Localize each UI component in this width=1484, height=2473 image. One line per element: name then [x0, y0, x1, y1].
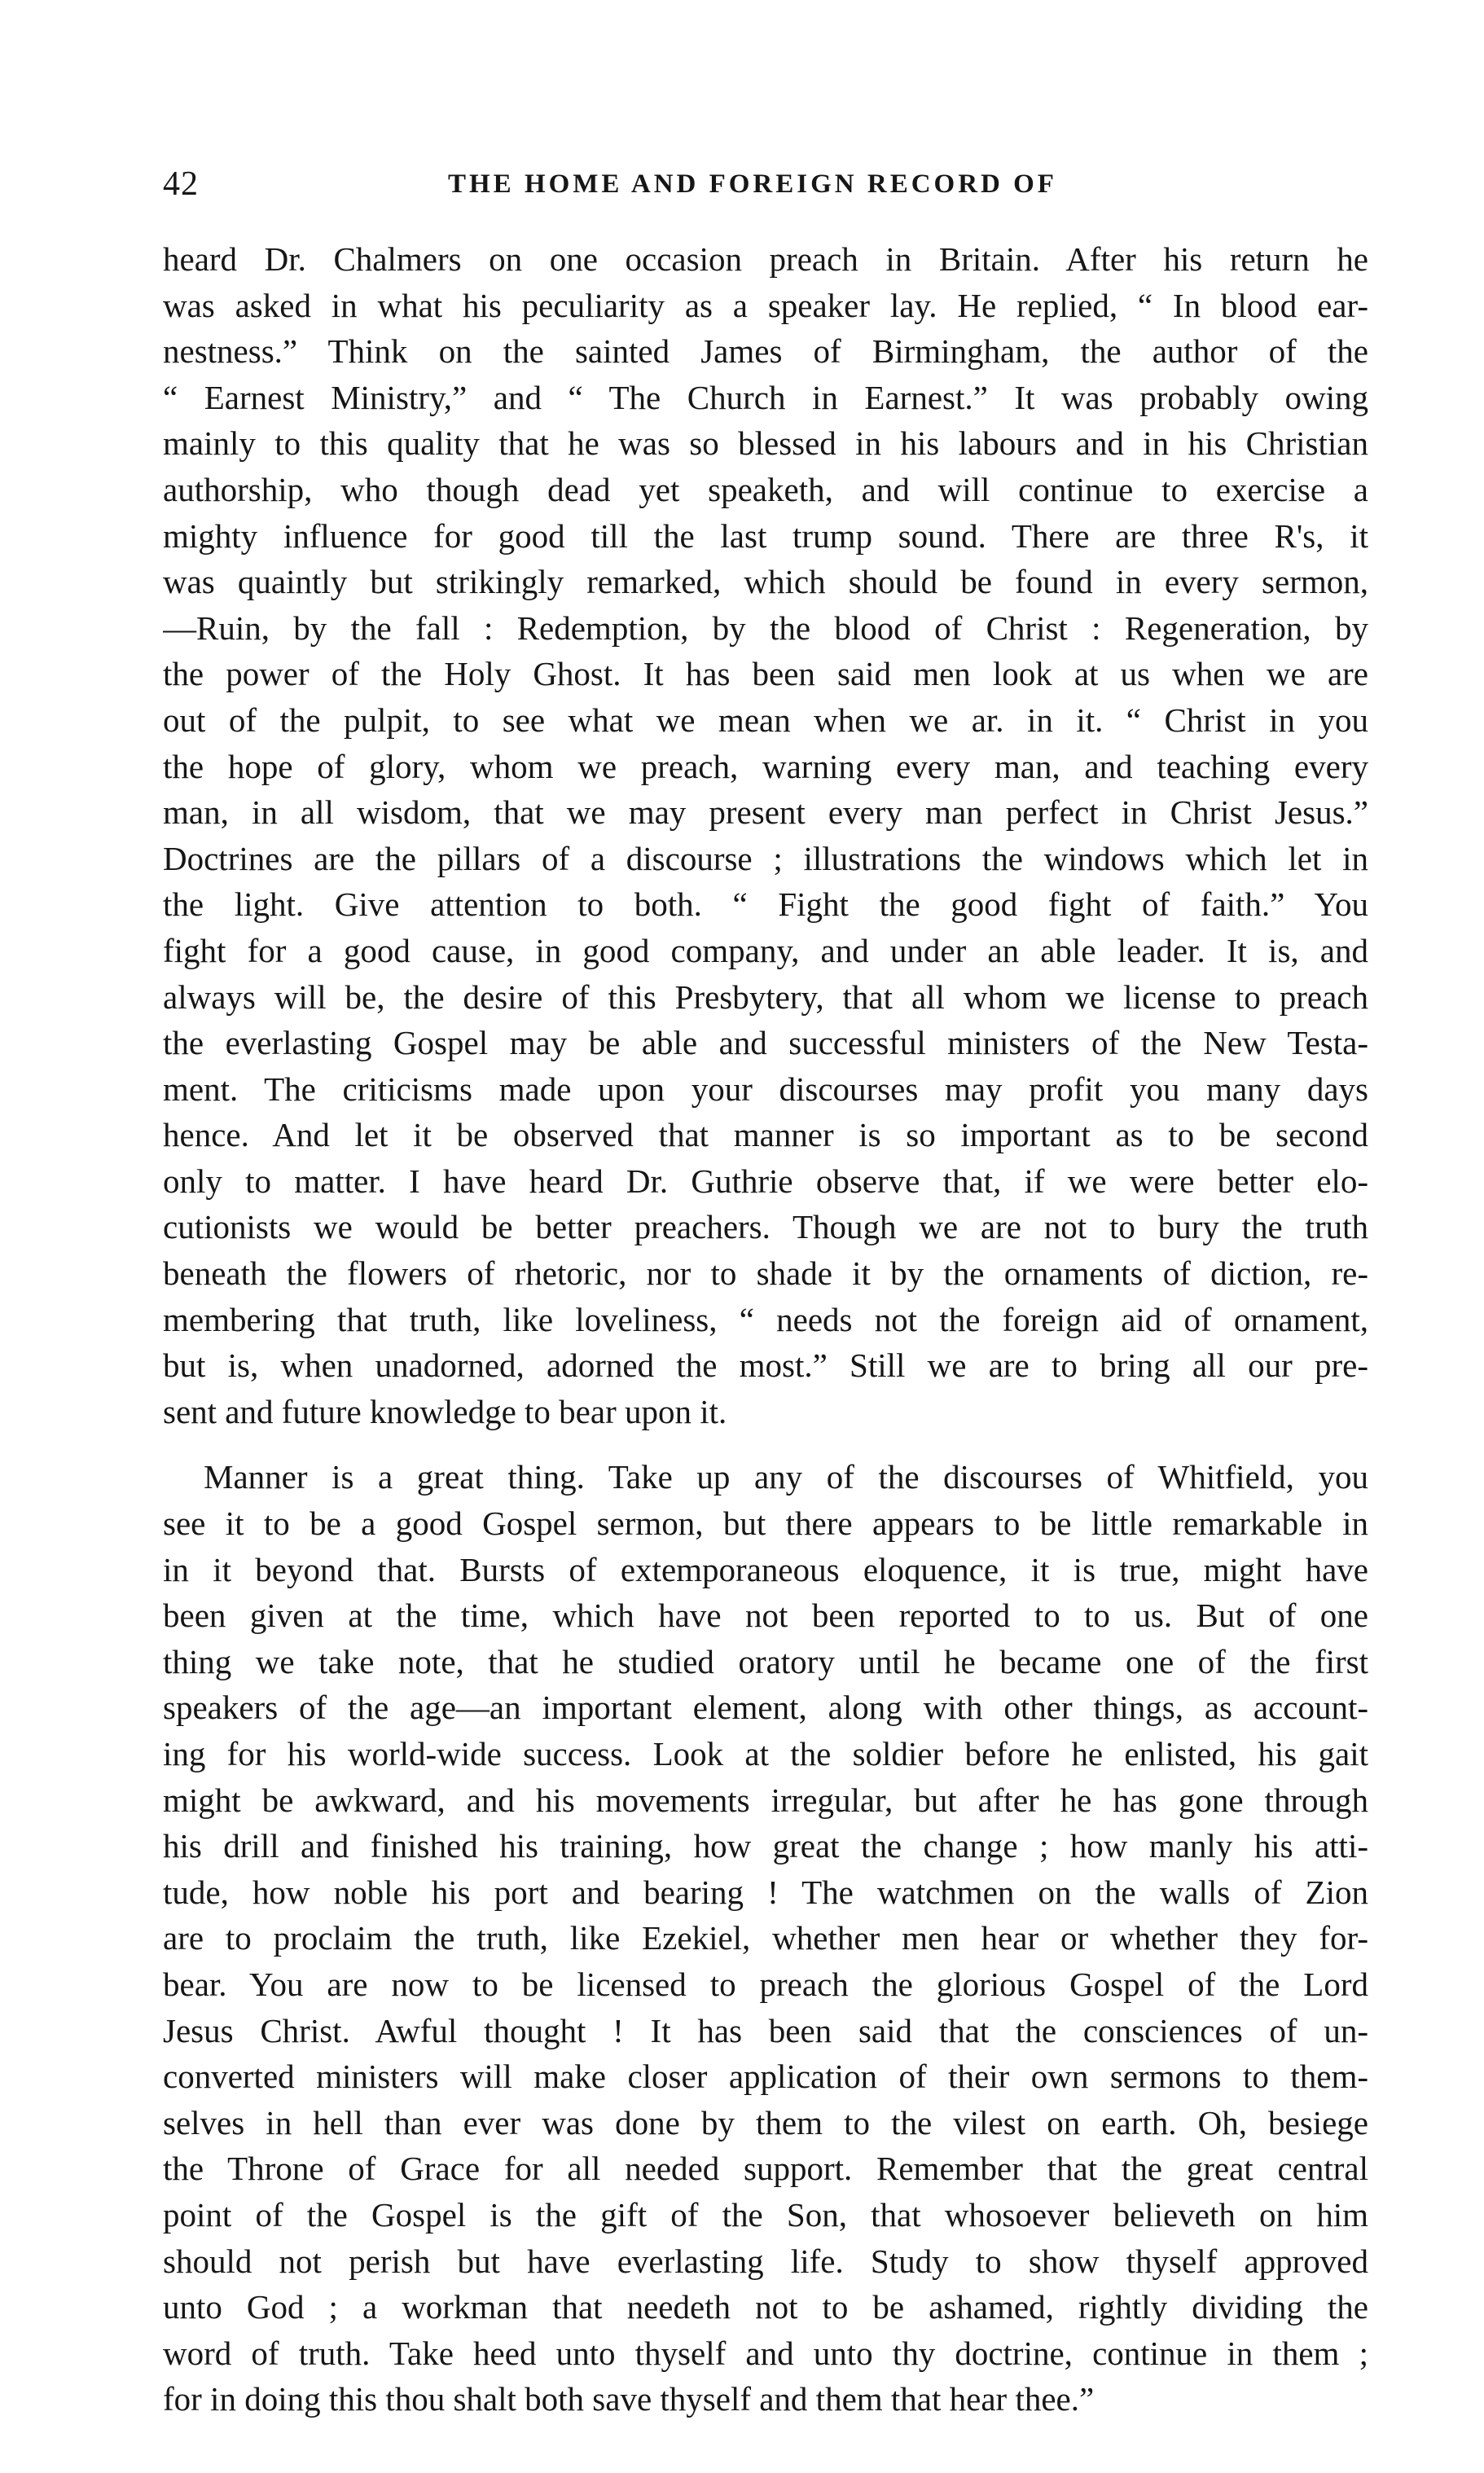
- text-line: bear. You are now to be licensed to preach the glorious Gospel of the Lord: [163, 1965, 1368, 2003]
- page-header: [163, 160, 1368, 209]
- text-line: point of the Gospel is the gift of the Son, that whosoever believeth on him: [163, 2195, 1368, 2234]
- text-line: nestness.” Think on the sainted James of Birmingham, the author of the: [163, 332, 1368, 371]
- page-number: 42: [163, 165, 199, 203]
- paragraph-1: [163, 236, 1368, 1434]
- text-line: mainly to this quality that he was so blessed in his labours and in his Christian: [163, 424, 1368, 463]
- text-line: the hope of glory, whom we preach, warning every man, and teaching every: [163, 747, 1368, 785]
- text-line: in it beyond that. Bursts of extemporaneous eloquence, it is true, might have: [163, 1550, 1368, 1588]
- text-line: Jesus Christ. Awful thought ! It has been said that the consciences of un-: [163, 2011, 1368, 2049]
- text-line: Manner is a great thing. Take up any of the discourses of Whitfield, you: [204, 1458, 1368, 1496]
- text-line: fight for a good cause, in good company, and under an able leader. It is, and: [163, 931, 1368, 969]
- body-text: [163, 236, 1368, 2422]
- text-line: might be awkward, and his movements irregular, but after he has gone through: [163, 1781, 1368, 1819]
- paragraph-gap: [163, 1434, 1368, 1454]
- paragraph-2: [163, 1454, 1368, 2422]
- text-line: man, in all wisdom, that we may present every man perfect in Christ Jesus.”: [163, 793, 1368, 832]
- text-line: speakers of the age—an important element, along with other things, as account-: [163, 1689, 1368, 1727]
- text-line: beneath the flowers of rhetoric, nor to shade it by the ornaments of diction, re-: [163, 1254, 1368, 1293]
- text-line: ment. The criticisms made upon your discourses may profit you many days: [163, 1070, 1368, 1108]
- text-line: cutionists we would be better preachers. Though we are not to bury the truth: [163, 1208, 1368, 1246]
- text-line: but is, when unadorned, adorned the most.” Still we are to bring all our pre-: [163, 1346, 1368, 1385]
- text-line: hence. And let it be observed that manner is so important as to be second: [163, 1116, 1368, 1154]
- text-line: always will be, the desire of this Presbytery, that all whom we license to preach: [163, 977, 1368, 1016]
- text-line: “ Earnest Ministry,” and “ The Church in Earnest.” It was probably owing: [163, 378, 1368, 416]
- text-line: the Throne of Grace for all needed support. Remember that the great central: [163, 2150, 1368, 2188]
- text-line: heard Dr. Chalmers on one occasion preach in Britain. After his return he: [163, 240, 1368, 278]
- text-line: was asked in what his peculiarity as a speaker lay. He replied, “ In blood ear-: [163, 286, 1368, 324]
- text-line: selves in hell than ever was done by them to the vilest on earth. Oh, besiege: [163, 2103, 1368, 2141]
- running-title: THE HOME AND FOREIGN RECORD OF: [448, 169, 1057, 199]
- text-line: authorship, who though dead yet speaketh, and will continue to exercise a: [163, 470, 1368, 508]
- text-line: see it to be a good Gospel sermon, but there appears to be little remarkable in: [163, 1504, 1368, 1543]
- text-line: only to matter. I have heard Dr. Guthrie observe that, if we were better elo-: [163, 1162, 1368, 1200]
- text-line: been given at the time, which have not been reported to to us. But of one: [163, 1597, 1368, 1635]
- text-line: the power of the Holy Ghost. It has been said men look at us when we are: [163, 655, 1368, 693]
- text-line: are to proclaim the truth, like Ezekiel, whether men hear or whether they for-: [163, 1919, 1368, 1957]
- text-line: the everlasting Gospel may be able and successful ministers of the New Testa-: [163, 1024, 1368, 1062]
- text-line: for in doing this thou shalt both save thyself and them that hear thee.”: [163, 2380, 1095, 2418]
- text-line: should not perish but have everlasting life. Study to show thyself approved: [163, 2242, 1368, 2280]
- text-line: —Ruin, by the fall : Redemption, by the blood of Christ : Regeneration, by: [163, 608, 1368, 647]
- text-line: converted ministers will make closer application of their own sermons to them-: [163, 2058, 1368, 2096]
- text-line: sent and future knowledge to bear upon it.: [163, 1392, 727, 1430]
- text-line: mighty influence for good till the last trump sound. There are three R's, it: [163, 516, 1368, 555]
- text-line: word of truth. Take heed unto thyself and unto thy doctrine, continue in them ;: [163, 2334, 1368, 2372]
- text-line: thing we take note, that he studied oratory until he became one of the first: [163, 1642, 1368, 1680]
- text-line: his drill and finished his training, how great the change ; how manly his atti-: [163, 1827, 1368, 1865]
- text-line: was quaintly but strikingly remarked, which should be found in every sermon,: [163, 563, 1368, 601]
- text-line: out of the pulpit, to see what we mean when we ar. in it. “ Christ in you: [163, 701, 1368, 739]
- text-line: Doctrines are the pillars of a discourse ; illustrations the windows which let in: [163, 839, 1368, 877]
- text-line: ing for his world-wide success. Look at the soldier before he enlisted, his gait: [163, 1735, 1368, 1772]
- text-line: the light. Give attention to both. “ Fight the good fight of faith.” You: [163, 885, 1368, 924]
- text-line: unto God ; a workman that needeth not to be ashamed, rightly dividing the: [163, 2288, 1368, 2326]
- text-line: tude, how noble his port and bearing ! The watchmen on the walls of Zion: [163, 1873, 1368, 1911]
- text-line: membering that truth, like loveliness, “ needs not the foreign aid of ornament,: [163, 1300, 1368, 1338]
